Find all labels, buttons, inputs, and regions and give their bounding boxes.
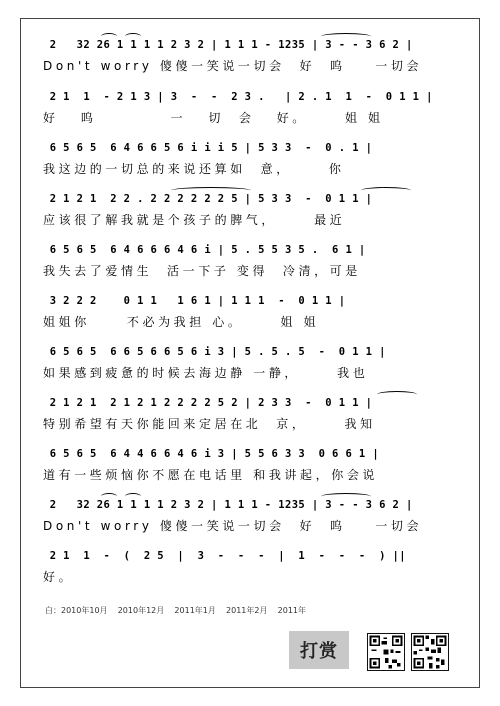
- qr-code-icon: [411, 633, 449, 671]
- lyrics-row: 我这边的一切总的来说还算如 意， 你: [43, 162, 345, 176]
- lyrics-row: 特别希望有天你能回来定居在北 京， 我知: [43, 417, 376, 431]
- lyrics-row: Don't worry 傻傻一笑说一切会 好 呜 一切会: [43, 59, 423, 73]
- notation-row: 2 1 1 - 2 1 3 | 3 - - 2 3 . | 2 . 1 1 - 0 1 1 |: [43, 91, 433, 103]
- lyrics-row: Don't worry 傻傻一笑说一切会 好 呜 一切会: [43, 519, 423, 533]
- lyrics-row: 姐姐你 不必为我担 心。 姐 姐: [43, 315, 320, 329]
- notation-row: 6 5 6 5 6 4 4 6 6 4 6 i 3 | 5 5 6 3 3 0 6 6 1 |: [43, 448, 380, 460]
- lyrics-row: 应该很了解我就是个孩子的脾气， 最近: [43, 213, 346, 227]
- notation-row: 6 5 6 5 6 4 6 6 5 6 i i i 5 | 5 3 3 - 0 . 1 |: [43, 142, 373, 154]
- notation-row: 2 1 2 1 2 1 2 1 2 2 2 2 5 2 | 2 3 3 - 0 1 1 |: [43, 397, 373, 409]
- lyrics-row: 好 呜 一 切 会 好。 姐 姐: [43, 111, 384, 125]
- reward-button[interactable]: 打赏: [289, 631, 349, 669]
- qr-code-icon: [367, 633, 405, 671]
- notation-row: 2 32 26 1 1 1 1 2 3 2 | 1 1 1 - 1235 | 3 - - 3 6 2 |: [43, 39, 413, 51]
- lyrics-row: 我失去了爱情生 活一下子 变得 冷清，可是: [43, 264, 361, 278]
- notation-row: 2 1 1 - ( 2 5 | 3 - - - | 1 - - - ) ||: [43, 550, 406, 562]
- notation-row: 2 32 26 1 1 1 1 2 3 2 | 1 1 1 - 1235 | 3 - - 3 6 2 |: [43, 499, 413, 511]
- notation-row: 6 5 6 5 6 6 5 6 6 5 6 i 3 | 5 . 5 . 5 - 0 1 1 |: [43, 346, 386, 358]
- lyrics-row: 好。: [43, 570, 75, 584]
- notation-row: 6 5 6 5 6 4 6 6 6 4 6 i | 5 . 5 5 3 5 . 6 1 |: [43, 244, 366, 256]
- notation-row: 2 1 2 1 2 2 . 2 2 2 2 2 2 5 | 5 3 3 - 0 1 1 |: [43, 193, 373, 205]
- notation-row: 3 2 2 2 0 1 1 1 6 1 | 1 1 1 - 0 1 1 |: [43, 295, 346, 307]
- score-page: [20, 18, 480, 688]
- lyrics-row: 道有一些烦恼你不愿在电话里 和我讲起，你会说: [43, 468, 379, 482]
- lyrics-row: 如果感到疲惫的时候去海边静 一静， 我也: [43, 366, 369, 380]
- date-footer: 白：2010年10月 2010年12月 2011年1月 2011年2月 2011年: [45, 606, 307, 615]
